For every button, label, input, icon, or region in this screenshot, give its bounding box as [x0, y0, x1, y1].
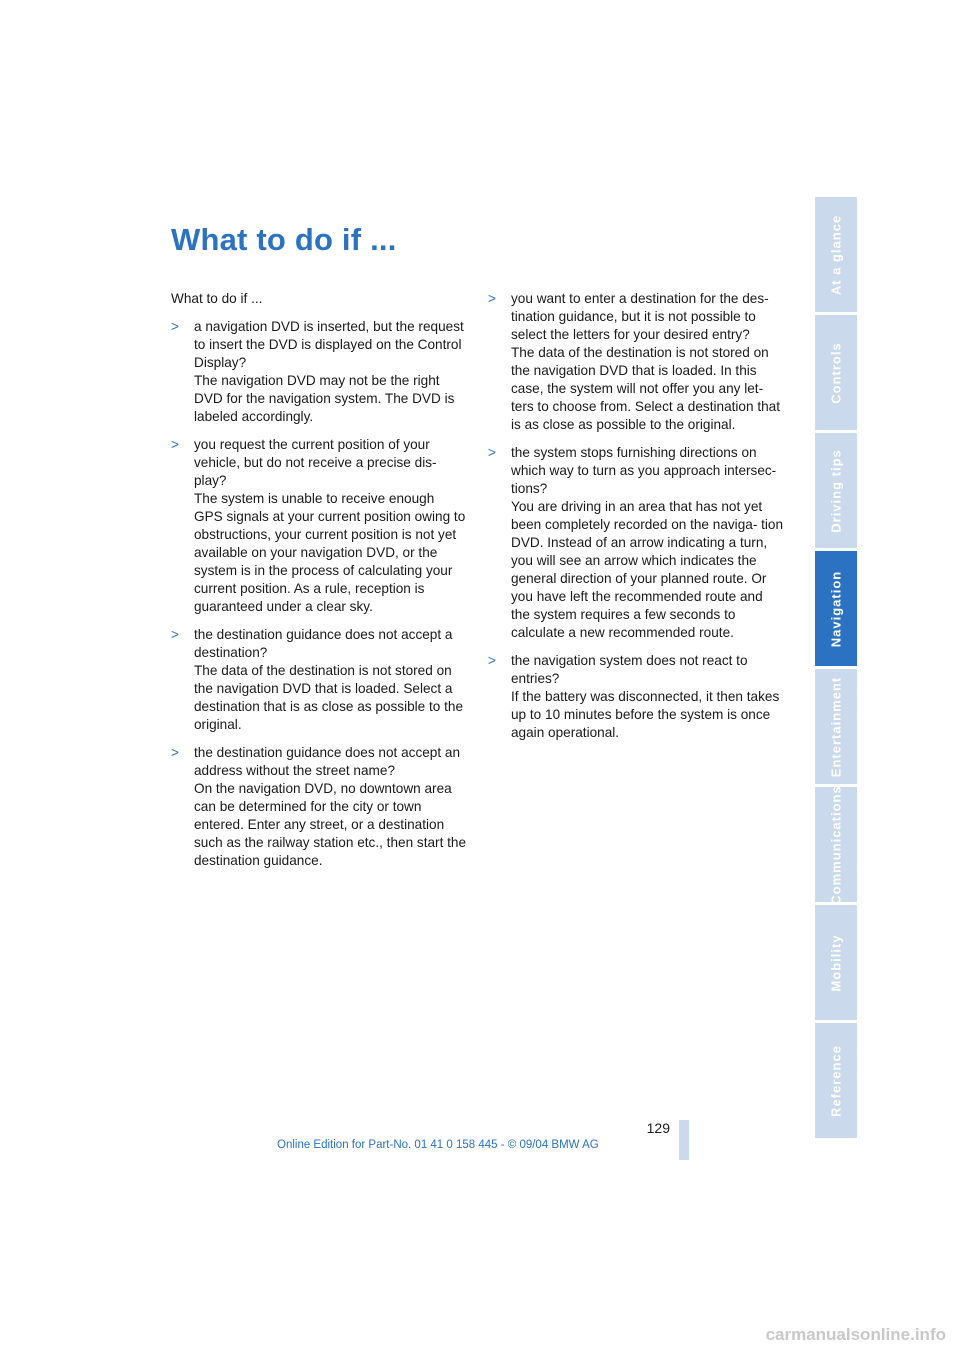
answer-text: On the navigation DVD, no downtown area can be determined for the city or town entered. Enter any street, or a destination such as the railway station etc., then start the destination guidance.	[194, 781, 467, 868]
answer-text: If the battery was disconnected, it then takes up to 10 minutes before the system is once again operational.	[511, 689, 780, 740]
tab-label: At a glance	[828, 214, 844, 295]
tab-driving-tips[interactable]	[815, 433, 857, 551]
bullet-marker: >	[488, 445, 496, 460]
tab-navigation[interactable]	[815, 551, 857, 669]
list-item	[171, 626, 466, 734]
question-text: you request the current position of your vehicle, but do not receive a precise dis- play?	[194, 437, 437, 488]
tab-label: Mobility	[828, 933, 844, 992]
list-item	[488, 290, 785, 434]
answer-text: The data of the destination is not stored on the navigation DVD that is loaded. Select a destination that is as close as possible to the original.	[194, 663, 464, 732]
list-item	[488, 444, 785, 642]
bullet-marker: >	[171, 627, 179, 642]
list-item	[488, 652, 785, 742]
answer-text: The system is unable to receive enough GPS signals at your current position owing to obstructions, your current position is not yet available on your navigation DVD, or the system is in the process of calculating your current position. As a rule, reception is guaranteed under a clear sky.	[194, 491, 466, 614]
answer-text: The data of the destination is not stored on the navigation DVD that is loaded. In this case, the system will not offer you any let- ters to choose from. Select a destination that is as close as possible to the original.	[511, 345, 781, 432]
page-number-bar	[679, 1120, 689, 1160]
bullet-marker: >	[488, 653, 496, 668]
tab-entertainment[interactable]	[815, 669, 857, 787]
tab-label: Entertainment	[828, 676, 844, 777]
bullet-marker: >	[171, 437, 179, 452]
page-number: 129	[646, 1120, 670, 1136]
question-text: a navigation DVD is inserted, but the request to insert the DVD is displayed on the Control Display?	[194, 319, 464, 370]
chapter-tabs	[815, 197, 857, 1141]
list-item	[171, 744, 466, 870]
intro-text: What to do if ...	[171, 291, 263, 306]
tab-at-a-glance[interactable]	[815, 197, 857, 315]
question-text: the navigation system does not react to entries?	[511, 653, 748, 686]
watermark: carmanualsonline.info	[765, 1325, 946, 1344]
bullet-marker: >	[171, 319, 179, 334]
list-item	[171, 436, 466, 616]
bullet-marker: >	[488, 291, 496, 306]
list-item	[171, 318, 466, 426]
footer-edition-text: Online Edition for Part-No. 01 41 0 158 445 - © 09/04 BMW AG	[277, 1139, 599, 1151]
left-column	[171, 290, 466, 880]
answer-text: You are driving in an area that has not yet been completely recorded on the naviga- tion DVD. Instead of an arrow indicating a turn, you will see an arrow which indicates the general direction of your planned route. Or you have left the recommended route and the system requires a few seconds to calculate a new recommended route.	[511, 499, 784, 640]
bullet-marker: >	[171, 745, 179, 760]
tab-label: Navigation	[828, 570, 844, 647]
tab-mobility[interactable]	[815, 905, 857, 1023]
right-column	[488, 290, 785, 752]
question-text: the destination guidance does not accept an address without the street name?	[194, 745, 461, 778]
tab-label: Controls	[828, 341, 844, 404]
question-text: the destination guidance does not accept a destination?	[194, 627, 453, 660]
tab-communications[interactable]	[815, 784, 857, 905]
tab-controls[interactable]	[815, 315, 857, 433]
tab-label: Communications	[828, 784, 844, 905]
question-text: you want to enter a destination for the des- tination guidance, but it is not possible to select the letters for your desired entry?	[511, 291, 769, 342]
page-title: What to do if ...	[171, 222, 397, 257]
tab-reference[interactable]	[815, 1023, 857, 1141]
tab-label: Driving tips	[828, 448, 844, 533]
tab-label: Reference	[828, 1044, 844, 1117]
question-text: the system stops furnishing directions on which way to turn as you approach intersec- tions?	[511, 445, 777, 496]
answer-text: The navigation DVD may not be the right DVD for the navigation system. The DVD is labeled accordingly.	[194, 373, 455, 424]
